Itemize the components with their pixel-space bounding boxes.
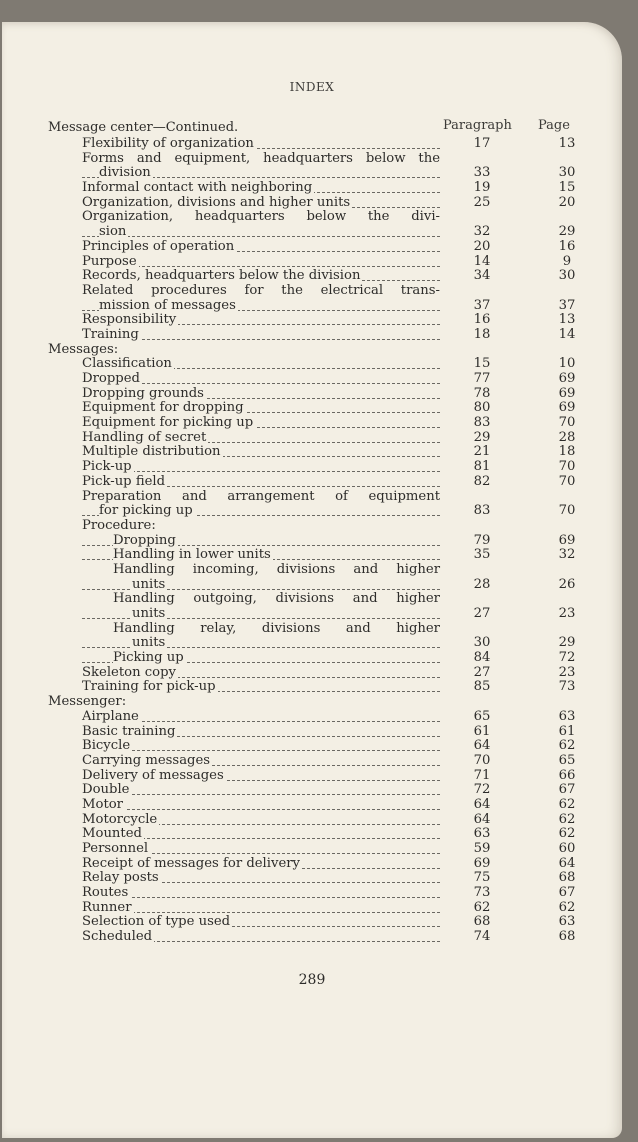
entry-text: Procedure: xyxy=(82,517,156,533)
page-reference: 63 xyxy=(558,708,576,724)
page-reference: 62 xyxy=(558,899,576,915)
paragraph-number: 85 xyxy=(473,679,491,695)
page-reference: 72 xyxy=(558,650,576,666)
paragraph-number: 21 xyxy=(473,444,491,460)
entry-text: Classification xyxy=(82,356,172,372)
page-reference: 69 xyxy=(558,532,576,548)
entry-text: Scheduled xyxy=(82,929,153,945)
page-reference: 73 xyxy=(558,679,576,695)
paragraph-number: 28 xyxy=(473,576,491,592)
page-reference: 63 xyxy=(558,914,576,930)
paragraph-number: 64 xyxy=(473,796,491,812)
paragraph-number: 34 xyxy=(473,268,491,284)
entry-text: Purpose xyxy=(82,253,137,269)
index-entry xyxy=(2,210,622,225)
page-reference: 70 xyxy=(558,415,576,431)
index-entry xyxy=(2,401,622,416)
entry-text: for picking up xyxy=(99,503,193,519)
page-reference: 20 xyxy=(558,194,576,210)
entry-text: Dropped xyxy=(82,371,140,386)
entry-text: Flexibility of organization xyxy=(82,136,254,151)
index-entry xyxy=(2,739,622,754)
entry-text: Messenger: xyxy=(48,694,127,710)
paragraph-number: 25 xyxy=(473,194,491,210)
entry-text: Bicycle xyxy=(82,738,131,754)
page-reference: 29 xyxy=(558,224,576,240)
page-reference: 30 xyxy=(558,165,576,181)
page-reference: 23 xyxy=(558,664,576,680)
index-entry xyxy=(2,475,622,490)
entry-text: Training xyxy=(82,326,139,342)
paragraph-number: 30 xyxy=(473,635,491,651)
paragraph-number: 61 xyxy=(473,723,491,739)
index-entry xyxy=(2,578,622,593)
index-entry xyxy=(2,240,622,255)
paragraph-number: 81 xyxy=(473,459,491,475)
paragraph-number: 16 xyxy=(473,312,491,328)
page-reference: 32 xyxy=(558,547,576,563)
entry-text: Handling relay, divisions and higher xyxy=(113,622,442,637)
index-entry xyxy=(2,313,622,328)
entry-text: units xyxy=(132,606,166,621)
entry-text: Skeleton copy xyxy=(82,664,176,680)
page-reference: 15 xyxy=(558,180,576,196)
paragraph-number: 64 xyxy=(473,811,491,827)
entry-text: Preparation and arrangement of equipment xyxy=(82,488,440,504)
index-entry xyxy=(2,504,622,519)
entry-text: Runner xyxy=(82,899,132,915)
paragraph-number: 35 xyxy=(473,547,491,563)
paragraph-number: 73 xyxy=(473,885,491,901)
page-reference: 13 xyxy=(558,136,576,151)
paragraph-number: 27 xyxy=(473,664,491,680)
index-entry xyxy=(2,813,622,828)
page-reference: 70 xyxy=(558,459,576,475)
index-entry xyxy=(2,196,622,211)
index-entry xyxy=(2,857,622,872)
index-entry xyxy=(2,357,622,372)
entry-text: Pick-up xyxy=(82,459,132,475)
dot-leader xyxy=(82,809,440,810)
index-entry xyxy=(2,181,622,196)
paragraph-number: 18 xyxy=(473,326,491,342)
index-entry xyxy=(2,754,622,769)
page-reference: 18 xyxy=(558,444,576,460)
page-reference: 67 xyxy=(558,782,576,798)
entry-text: units xyxy=(132,576,166,592)
page-reference: 66 xyxy=(558,767,576,783)
dot-leader xyxy=(82,471,440,472)
index-entry xyxy=(2,269,622,284)
page-reference: 9 xyxy=(562,253,572,269)
entry-text: Handling in lower units xyxy=(113,547,271,563)
dot-leader xyxy=(82,236,440,237)
entry-text: Handling outgoing, divisions and higher xyxy=(113,591,440,607)
paragraph-number: 17 xyxy=(473,136,491,151)
dot-leader xyxy=(82,794,440,795)
index-entries xyxy=(2,137,622,945)
index-entry xyxy=(2,255,622,270)
paragraph-number: 77 xyxy=(473,371,491,386)
entry-text: Messages: xyxy=(48,341,119,357)
index-entry xyxy=(2,651,622,666)
index-entry xyxy=(2,416,622,431)
entry-text: Airplane xyxy=(82,708,139,724)
page-reference: 62 xyxy=(558,811,576,827)
book-page xyxy=(2,22,622,1138)
index-entry xyxy=(2,284,622,299)
dot-leader xyxy=(82,912,440,913)
index-entry xyxy=(2,343,622,358)
paragraph-number: 82 xyxy=(473,473,491,489)
paragraph-number: 20 xyxy=(473,238,491,254)
entry-text: division xyxy=(99,165,151,181)
entry-text: Dropping grounds xyxy=(82,385,204,401)
page-reference: 70 xyxy=(558,473,576,489)
index-entry xyxy=(2,915,622,930)
index-entry xyxy=(2,387,622,402)
index-entry xyxy=(2,710,622,725)
page-reference: 30 xyxy=(558,268,576,284)
paragraph-number: 83 xyxy=(473,415,491,431)
index-entry xyxy=(2,636,622,651)
index-entry xyxy=(2,460,622,475)
paragraph-number: 37 xyxy=(473,297,491,313)
page-reference: 14 xyxy=(558,326,576,342)
index-entry xyxy=(2,225,622,240)
index-entry xyxy=(2,152,622,167)
entry-text: Routes xyxy=(82,885,129,901)
page-reference: 26 xyxy=(558,576,576,592)
entry-text: Basic training xyxy=(82,723,176,739)
index-entry xyxy=(2,166,622,181)
entry-text: Handling of secret xyxy=(82,429,207,445)
entry-text: Responsibility xyxy=(82,312,177,328)
entry-text: Motorcycle xyxy=(82,811,158,827)
index-entry xyxy=(2,622,622,637)
index-entry xyxy=(2,769,622,784)
entry-text: Delivery of messages xyxy=(82,767,224,783)
index-entry xyxy=(2,666,622,681)
index-entry xyxy=(2,563,622,578)
index-entry xyxy=(2,798,622,813)
entry-text: units xyxy=(132,635,166,651)
paragraph-number: 74 xyxy=(473,929,491,945)
dot-leader xyxy=(82,750,440,751)
entry-text: mission of messages xyxy=(99,297,236,313)
paragraph-number: 15 xyxy=(473,356,491,372)
paragraph-number: 59 xyxy=(473,841,491,856)
page-reference: 69 xyxy=(558,385,576,401)
page-number: 289 xyxy=(298,972,326,988)
page-reference: 69 xyxy=(558,371,576,386)
page-reference: 10 xyxy=(558,356,576,372)
index-entry xyxy=(2,534,622,549)
index-entry xyxy=(2,490,622,505)
entry-text: Informal contact with neighboring xyxy=(82,180,313,196)
paragraph-number: 65 xyxy=(473,708,491,724)
paragraph-column-header: Paragraph xyxy=(443,118,512,133)
entry-text: Mounted xyxy=(82,826,142,842)
paragraph-number: 19 xyxy=(473,180,491,196)
page-column-header: Page xyxy=(538,118,570,133)
index-entry xyxy=(2,871,622,886)
index-entry xyxy=(2,783,622,798)
index-entry xyxy=(2,328,622,343)
paragraph-number: 64 xyxy=(473,738,491,754)
index-entry xyxy=(2,445,622,460)
entry-text: sion xyxy=(99,224,127,240)
index-entry xyxy=(2,519,622,534)
paragraph-number: 62 xyxy=(473,899,491,915)
page-reference: 37 xyxy=(558,297,576,313)
page-reference: 29 xyxy=(558,635,576,651)
entry-text: Personnel xyxy=(82,841,149,856)
index-entry xyxy=(2,886,622,901)
index-entry xyxy=(2,901,622,916)
index-entry xyxy=(2,842,622,857)
paragraph-number: 84 xyxy=(473,650,491,666)
page-reference: 60 xyxy=(558,841,576,856)
entry-text: Records, headquarters below the division xyxy=(82,268,361,284)
entry-text: Equipment for picking up xyxy=(82,415,254,431)
index-entry xyxy=(2,695,622,710)
page-reference: 62 xyxy=(558,738,576,754)
paragraph-number: 14 xyxy=(473,253,491,269)
page-reference: 61 xyxy=(558,723,576,739)
paragraph-number: 70 xyxy=(473,752,491,768)
page-reference: 16 xyxy=(558,238,576,254)
paragraph-number: 32 xyxy=(473,224,491,240)
page-reference: 23 xyxy=(558,606,576,621)
dot-leader xyxy=(82,897,440,898)
page-reference: 70 xyxy=(558,503,576,519)
continued-heading: Message center—Continued. xyxy=(48,120,239,135)
entry-text: Training for pick-up xyxy=(82,679,216,695)
page-reference: 68 xyxy=(558,929,576,945)
entry-text: Organization, divisions and higher units xyxy=(82,194,351,210)
entry-text: Equipment for dropping xyxy=(82,400,244,416)
entry-text: Motor xyxy=(82,796,123,812)
entry-text: Picking up xyxy=(113,650,184,666)
paragraph-number: 71 xyxy=(473,767,491,783)
index-entry xyxy=(2,548,622,563)
paragraph-number: 75 xyxy=(473,870,491,886)
paragraph-number: 83 xyxy=(473,503,491,519)
page-reference: 65 xyxy=(558,752,576,768)
entry-text: Forms and equipment, headquarters below the xyxy=(82,150,440,166)
entry-text: Related procedures for the electrical trans- xyxy=(82,282,440,298)
page-reference: 62 xyxy=(558,796,576,812)
entry-text: Carrying messages xyxy=(82,752,211,768)
entry-text: Double xyxy=(82,782,130,798)
index-entry xyxy=(2,607,622,622)
page-reference: 67 xyxy=(558,885,576,901)
page-reference: 64 xyxy=(558,855,576,871)
index-entry xyxy=(2,592,622,607)
index-entry xyxy=(2,431,622,446)
entry-text: Handling incoming, divisions and higher xyxy=(113,561,440,577)
entry-text: Pick-up field xyxy=(82,473,166,489)
paragraph-number: 72 xyxy=(473,782,491,798)
entry-text: Dropping xyxy=(113,532,176,548)
index-entry xyxy=(2,725,622,740)
index-entry xyxy=(2,137,622,152)
entry-text: Receipt of messages for delivery xyxy=(82,855,301,871)
paragraph-number: 68 xyxy=(473,914,491,930)
entry-text: Relay posts xyxy=(82,870,159,886)
paragraph-number: 33 xyxy=(473,165,491,181)
page-reference: 68 xyxy=(558,870,576,886)
entry-text: Principles of operation xyxy=(82,238,235,254)
paragraph-number: 80 xyxy=(473,400,491,416)
index-entry xyxy=(2,299,622,314)
index-entry xyxy=(2,827,622,842)
entry-text: Multiple distribution xyxy=(82,444,221,460)
entry-text: Selection of type used xyxy=(82,914,231,930)
entry-text: Organization, headquarters below the divi- xyxy=(82,209,440,225)
index-entry xyxy=(2,680,622,695)
page-reference: 28 xyxy=(558,429,576,445)
index-entry xyxy=(2,372,622,387)
page-reference: 13 xyxy=(558,312,576,328)
paragraph-number: 79 xyxy=(473,532,491,548)
paragraph-number: 29 xyxy=(473,429,491,445)
paragraph-number: 27 xyxy=(473,606,491,621)
running-head: INDEX xyxy=(289,80,335,94)
paragraph-number: 78 xyxy=(473,385,491,401)
page-reference: 69 xyxy=(558,400,576,416)
page-reference: 62 xyxy=(558,826,576,842)
paragraph-number: 63 xyxy=(473,826,491,842)
paragraph-number: 69 xyxy=(473,855,491,871)
index-entry xyxy=(2,930,622,945)
